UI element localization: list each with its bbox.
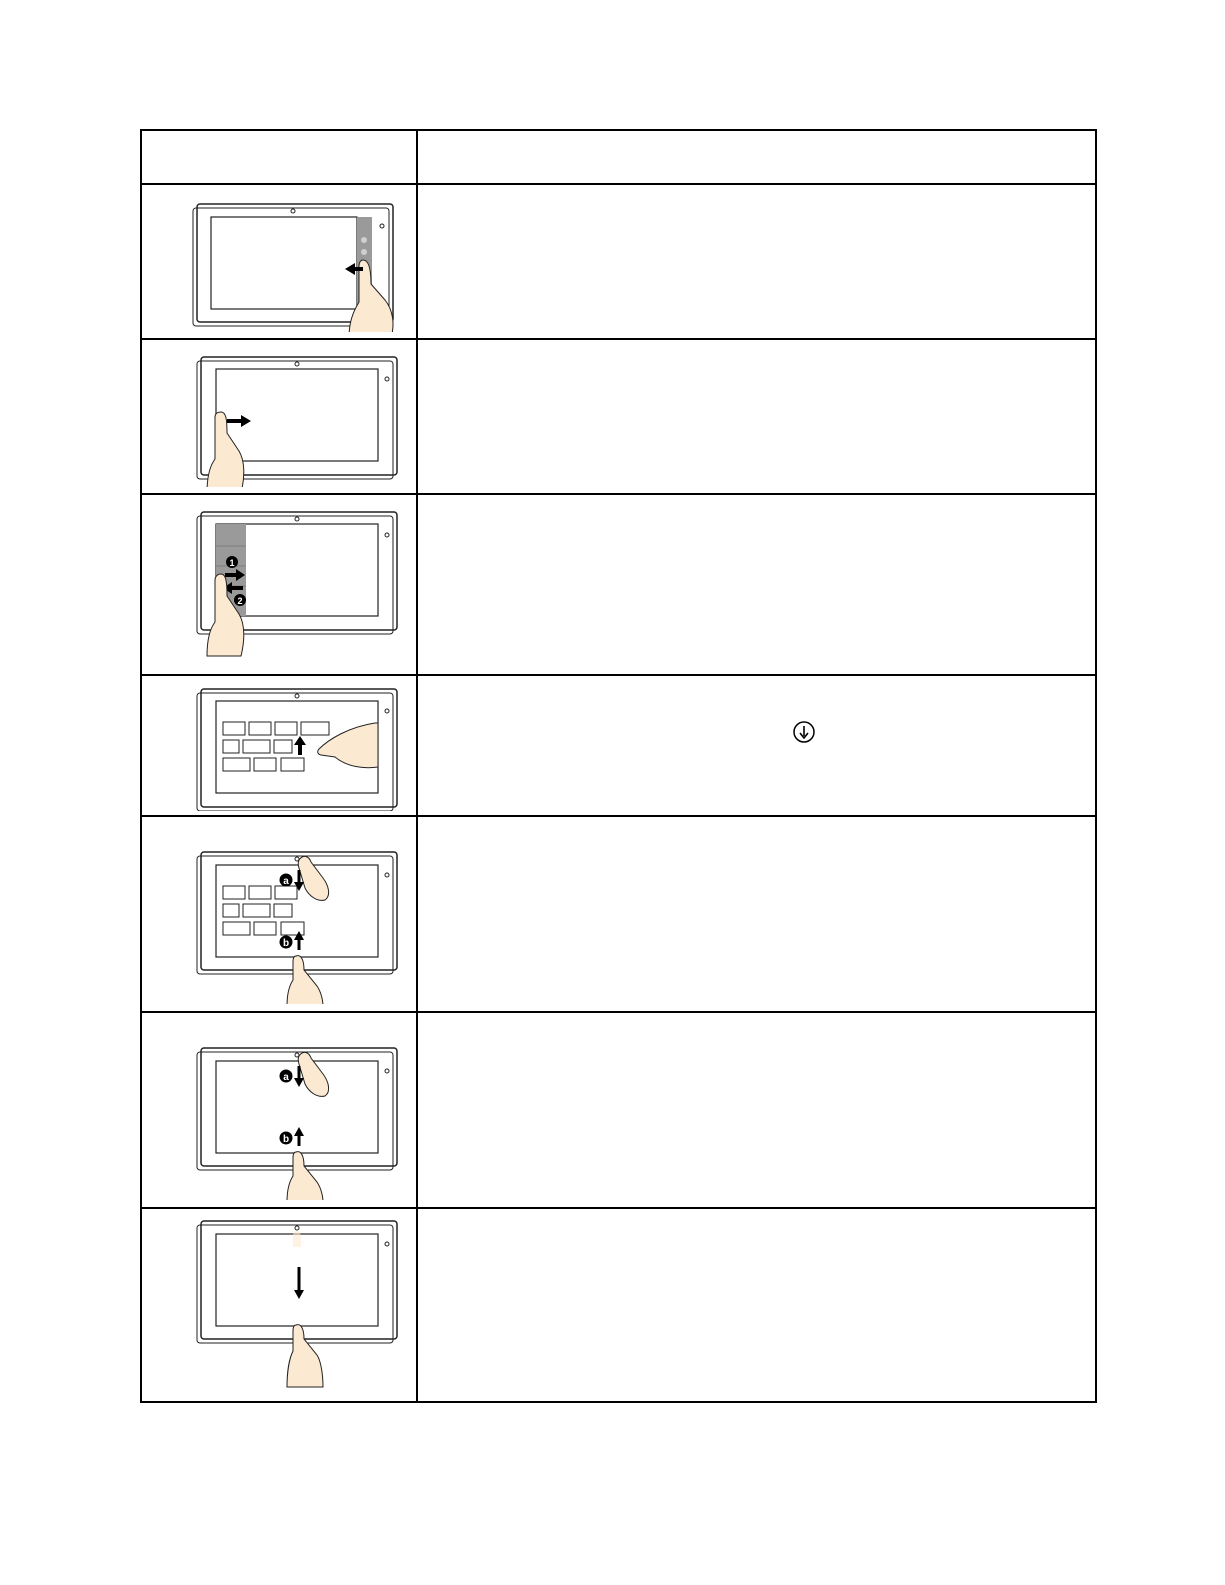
table-row	[141, 339, 1096, 494]
tablet-swipe-down-up-edges-illustration	[159, 1020, 399, 1200]
tablet-swipe-in-back-left-edge-illustration	[159, 500, 399, 670]
gesture-illustration	[141, 675, 417, 816]
gesture-illustration	[141, 184, 417, 339]
tablet-swipe-left-edge-illustration	[159, 347, 399, 487]
gesture-illustration	[141, 339, 417, 494]
tablet-swipe-down-up-tiles-illustration	[159, 824, 399, 1004]
marker-b: b	[282, 1134, 290, 1145]
gesture-illustration	[141, 816, 417, 1012]
step-marker-2: 2	[237, 595, 243, 606]
gesture-description	[417, 494, 1096, 675]
table-row	[141, 184, 1096, 339]
gesture-illustration	[141, 494, 417, 675]
tablet-swipe-top-to-bottom-illustration	[159, 1215, 399, 1395]
circled-down-arrow-icon	[792, 720, 816, 744]
gesture-description	[417, 1208, 1096, 1402]
table-header-row	[141, 130, 1096, 184]
gesture-description	[417, 675, 1096, 816]
marker-a: a	[283, 1072, 289, 1083]
table-row	[141, 1012, 1096, 1208]
table-row	[141, 1208, 1096, 1402]
gesture-description	[417, 816, 1096, 1012]
marker-a: a	[283, 876, 289, 887]
gesture-description	[417, 1012, 1096, 1208]
table-row	[141, 675, 1096, 816]
gesture-description	[417, 184, 1096, 339]
gesture-description	[417, 339, 1096, 494]
table-row	[141, 816, 1096, 1012]
marker-b: b	[282, 938, 290, 949]
step-marker-1: 1	[229, 557, 235, 568]
header-illustration-cell	[141, 130, 417, 184]
header-description-cell	[417, 130, 1096, 184]
gesture-table	[140, 129, 1097, 1403]
gesture-illustration	[141, 1208, 417, 1402]
gesture-illustration	[141, 1012, 417, 1208]
table-row	[141, 494, 1096, 675]
tablet-swipe-right-edge-illustration	[159, 192, 399, 332]
tablet-swipe-up-start-screen-illustration	[159, 681, 399, 811]
